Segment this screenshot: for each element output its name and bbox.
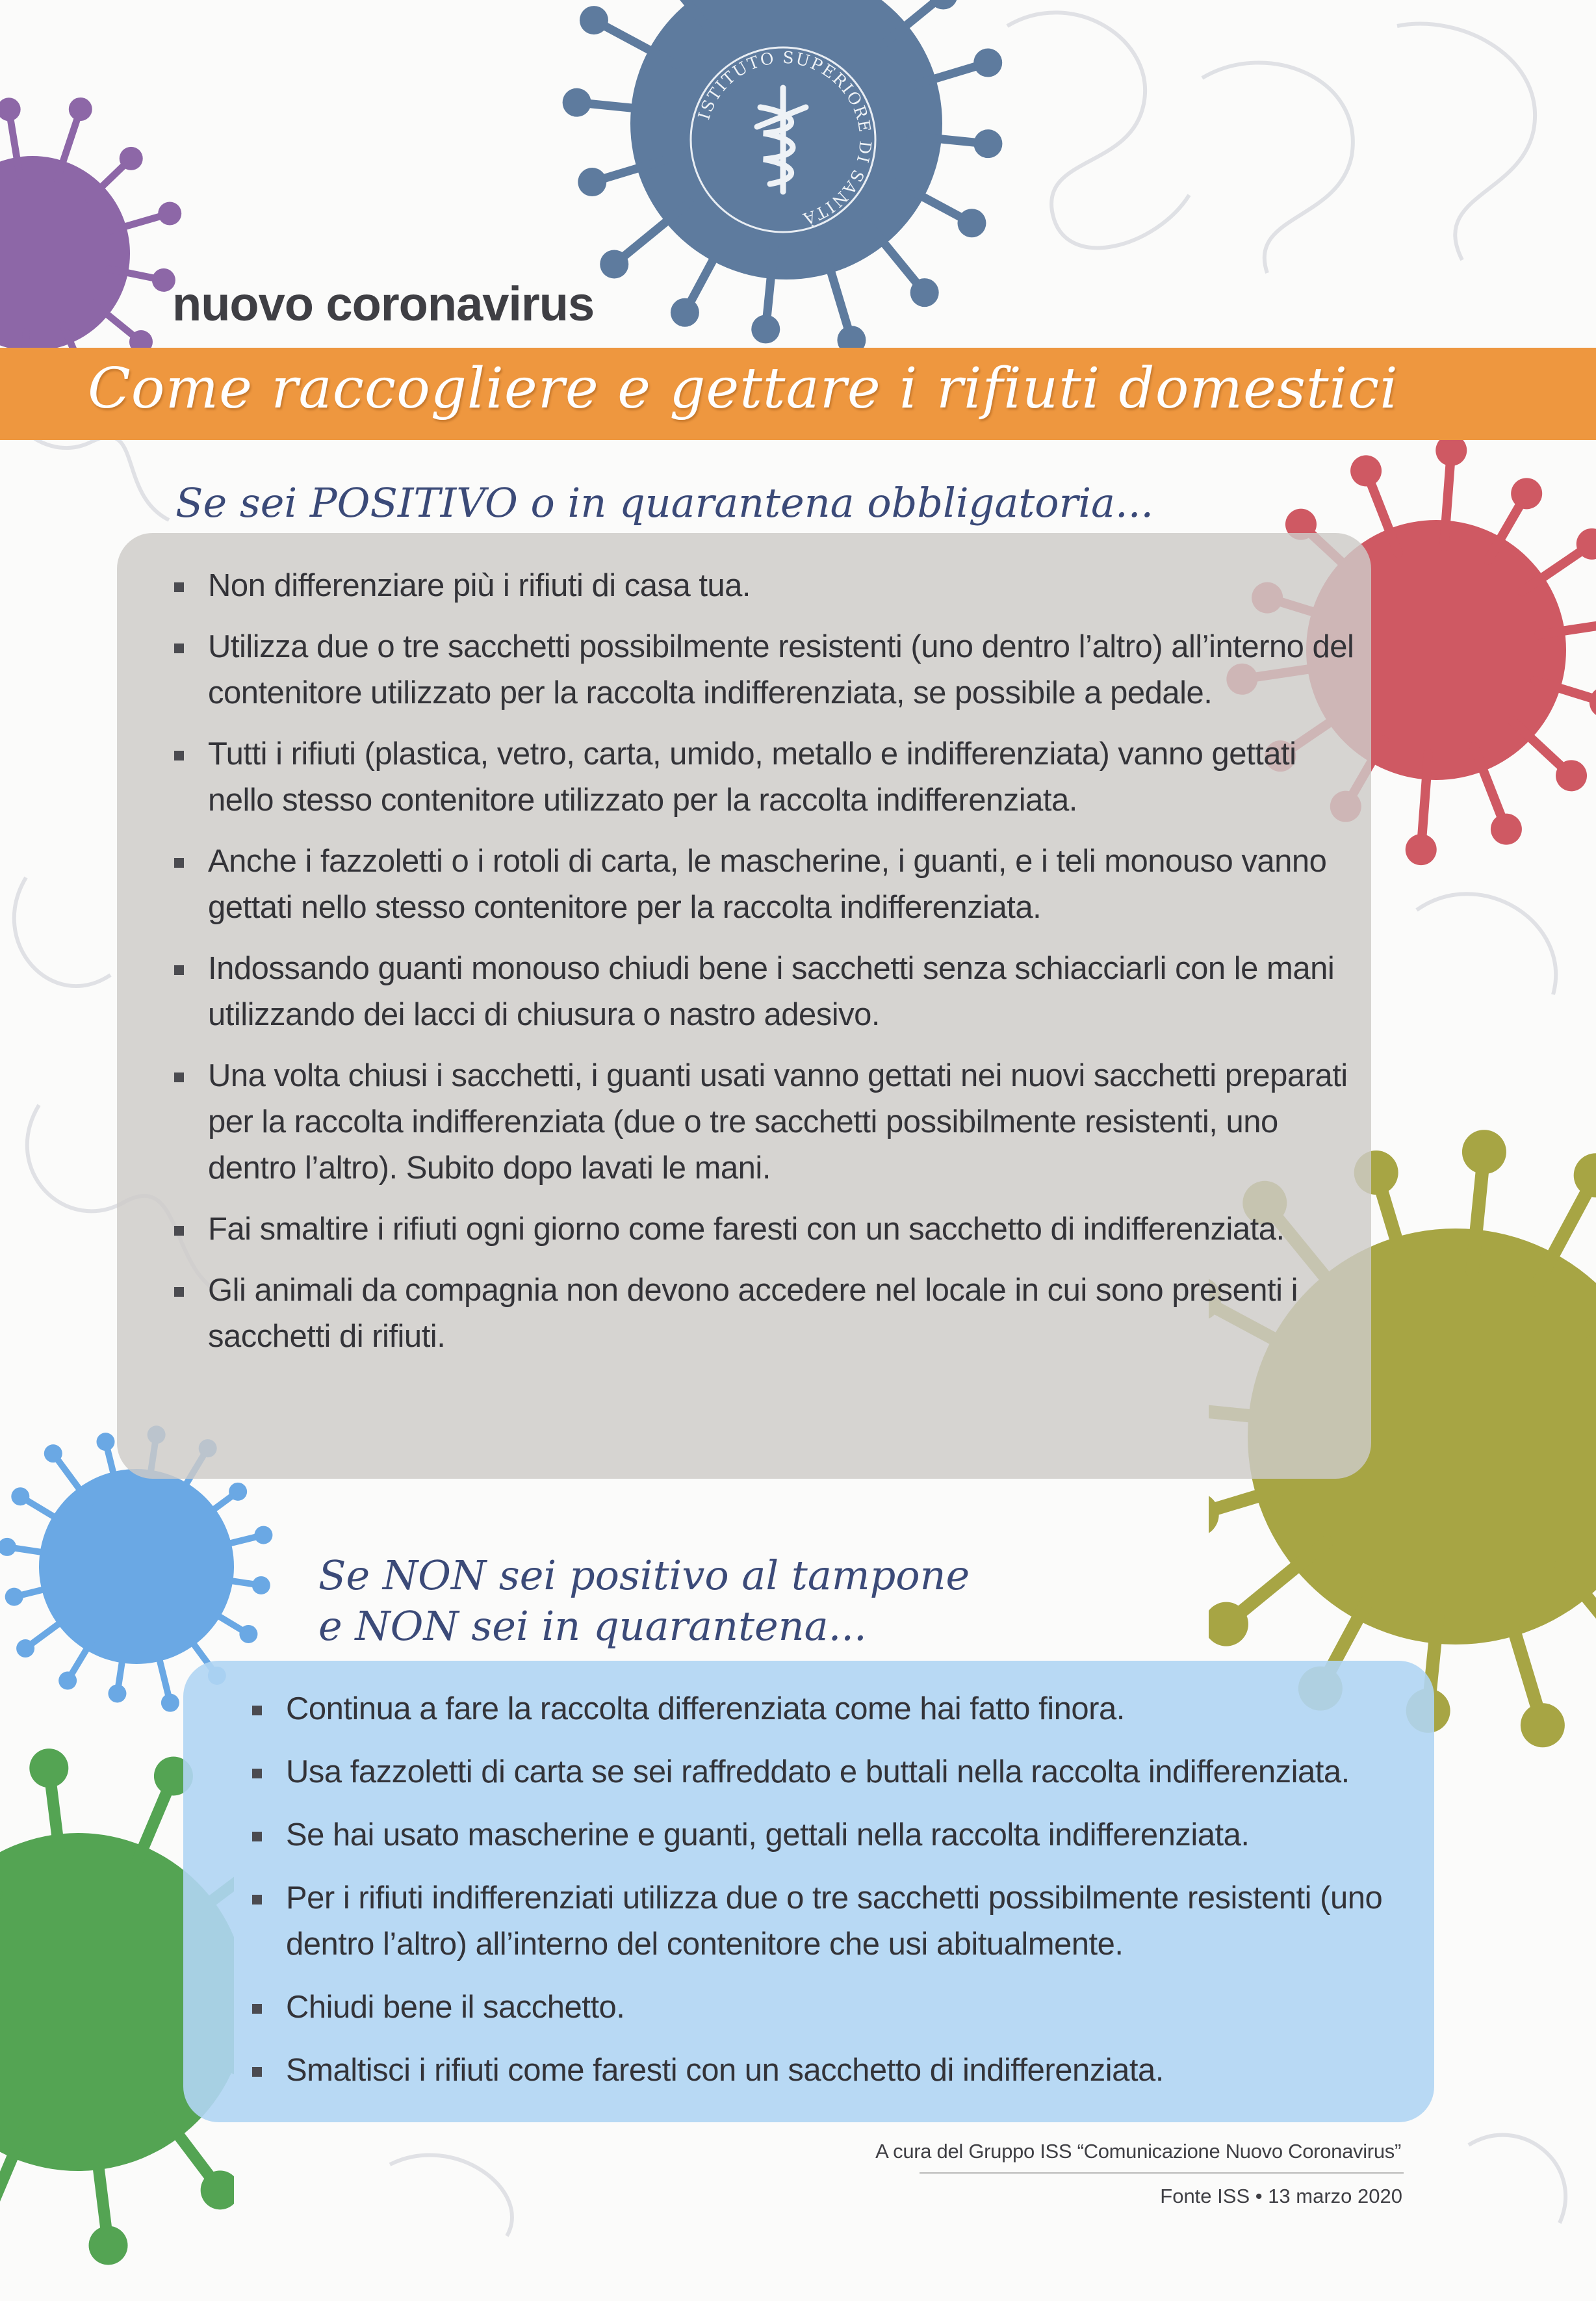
negative-heading-line1: Se NON sei positivo al tampone: [318, 1552, 970, 1599]
page-title: Come raccogliere e gettare i rifiuti domestici: [88, 356, 1398, 421]
positive-list: [170, 563, 1366, 1375]
list-item: Continua a fare la raccolta differenziata come hai fatto finora.: [248, 1686, 1431, 1732]
list-item: Non differenziare più i rifiuti di casa tua.: [170, 563, 1366, 609]
negative-heading-line2: e NON sei in quarantena...: [318, 1602, 867, 1650]
list-item: Fai smaltire i rifiuti ogni giorno come faresti con un sacchetto di indifferenziata.: [170, 1206, 1366, 1253]
footer-credit: A cura del Gruppo ISS “Comunicazione Nuovo Coronavirus”: [875, 2140, 1401, 2163]
list-item: Per i rifiuti indifferenziati utilizza due o tre sacchetti possibilmente resistenti (uno dentro l’altro) all’interno del contenitore che usi abitualmente.: [248, 1875, 1431, 1968]
footer-divider: [920, 2172, 1404, 2174]
list-item: Utilizza due o tre sacchetti possibilmente resistenti (uno dentro l’altro) all’interno del contenitore utilizzato per la raccolta indifferenziata, se possibile a pedale.: [170, 624, 1366, 716]
list-item: Chiudi bene il sacchetto.: [248, 1984, 1431, 2031]
negative-list: [248, 1686, 1431, 2111]
positive-section-heading: Se sei POSITIVO o in quarantena obbligatoria...: [175, 479, 1154, 526]
list-item: Tutti i rifiuti (plastica, vetro, carta, umido, metallo e indifferenziata) vanno gettati nello stesso contenitore utilizzato per la raccolta indifferenziata.: [170, 731, 1366, 824]
list-item: Usa fazzoletti di carta se sei raffreddato e buttali nella raccolta indifferenziata.: [248, 1749, 1431, 1795]
topic-label: nuovo coronavirus: [172, 277, 595, 331]
iss-logo-icon: [679, 36, 887, 244]
list-item: Una volta chiusi i sacchetti, i guanti usati vanno gettati nei nuovi sacchetti preparati per la raccolta indifferenziata (due o tre sacchetti possibilmente resistenti, uno dentro l’altro). Subito dopo lavati le mani.: [170, 1053, 1366, 1191]
footer-source: Fonte ISS • 13 marzo 2020: [1160, 2185, 1402, 2207]
list-item: Gli animali da compagnia non devono accedere nel locale in cui sono presenti i sacchetti di rifiuti.: [170, 1268, 1366, 1360]
list-item: Se hai usato mascherine e guanti, gettali nella raccolta indifferenziata.: [248, 1812, 1431, 1858]
list-item: Smaltisci i rifiuti come faresti con un sacchetto di indifferenziata.: [248, 2048, 1431, 2094]
list-item: Indossando guanti monouso chiudi bene i sacchetti senza schiacciarli con le mani utilizzando dei lacci di chiusura o nastro adesivo.: [170, 946, 1366, 1038]
logo-text: ISTITUTO SUPERIORE DI SANITÀ: [694, 47, 875, 229]
negative-section-heading: [318, 1550, 970, 1651]
list-item: Anche i fazzoletti o i rotoli di carta, le mascherine, i guanti, e i teli monouso vanno gettati nello stesso contenitore per la raccolta indifferenziata.: [170, 838, 1366, 931]
